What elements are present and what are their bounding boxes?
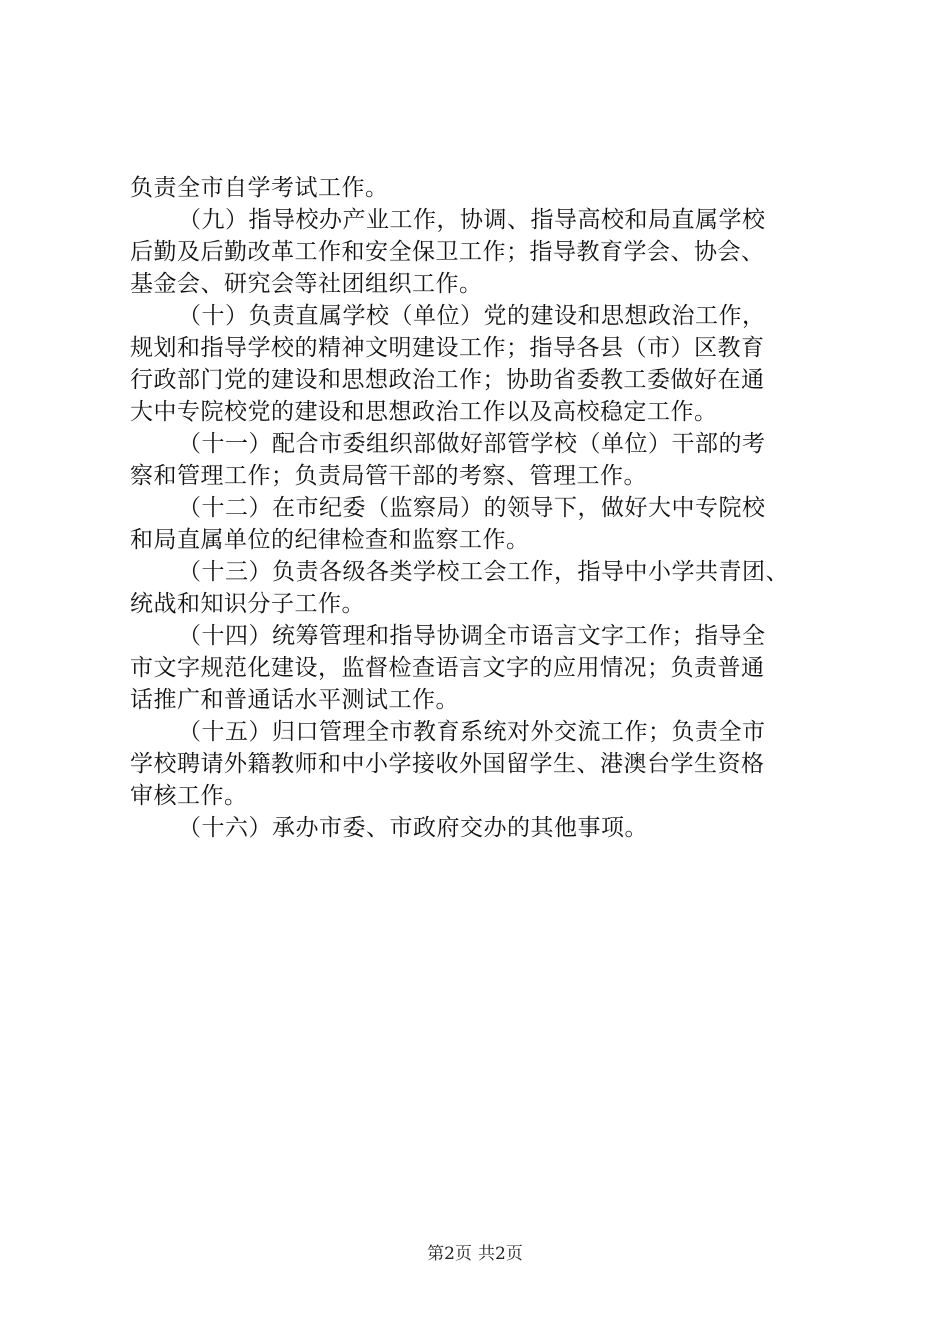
text-line: （十二）在市纪委（监察局）的领导下，做好大中专院校 — [178, 495, 766, 521]
page-total: 共2页 — [478, 1244, 523, 1264]
page-number: 第2页 — [427, 1244, 472, 1264]
text-line: 学校聘请外籍教师和中小学接收外国留学生、港澳台学生资格 — [130, 751, 765, 777]
text-line: 统战和知识分子工作。 — [130, 591, 365, 617]
text-line: 负责全市自学考试工作。 — [130, 175, 389, 201]
text-line: （九）指导校办产业工作，协调、指导高校和局直属学校 — [178, 207, 766, 233]
document-body — [130, 172, 830, 844]
text-line: （十一）配合市委组织部做好部管学校（单位）干部的考 — [178, 431, 766, 457]
text-line: （十）负责直属学校（单位）党的建设和思想政治工作， — [178, 303, 766, 329]
text-line: 基金会、研究会等社团组织工作。 — [130, 271, 483, 297]
text-line: （十五）归口管理全市教育系统对外交流工作；负责全市 — [178, 719, 766, 745]
text-line: 市文字规范化建设，监督检查语言文字的应用情况；负责普通 — [130, 655, 765, 681]
text-line: 和局直属单位的纪律检查和监察工作。 — [130, 527, 530, 553]
text-line: 审核工作。 — [130, 783, 248, 809]
text-line: 规划和指导学校的精神文明建设工作；指导各县（市）区教育 — [130, 335, 765, 361]
text-line: 话推广和普通话水平测试工作。 — [130, 687, 459, 713]
page-footer — [0, 1243, 950, 1265]
text-line: 后勤及后勤改革工作和安全保卫工作；指导教育学会、协会、 — [130, 239, 765, 265]
text-line: （十六）承办市委、市政府交办的其他事项。 — [178, 815, 648, 841]
text-line: 察和管理工作；负责局管干部的考察、管理工作。 — [130, 463, 647, 489]
text-line: （十三）负责各级各类学校工会工作，指导中小学共青团、 — [178, 559, 789, 585]
text-line: 行政部门党的建设和思想政治工作；协助省委教工委做好在通 — [130, 367, 765, 393]
text-line: （十四）统筹管理和指导协调全市语言文字工作；指导全 — [178, 623, 766, 649]
text-line: 大中专院校党的建设和思想政治工作以及高校稳定工作。 — [130, 399, 718, 425]
